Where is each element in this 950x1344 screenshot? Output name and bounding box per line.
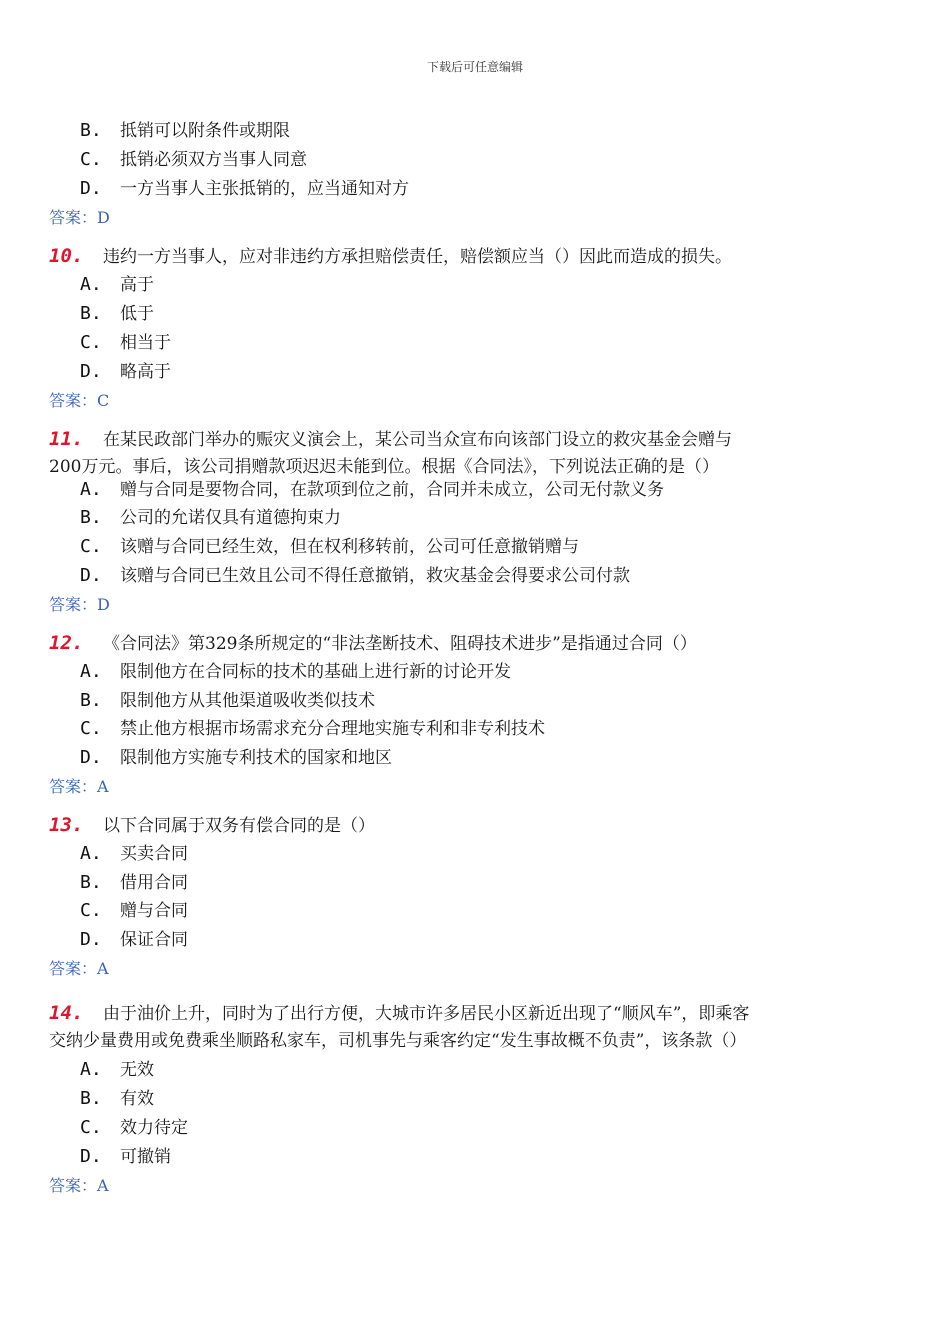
question-10 xyxy=(49,243,732,269)
question-number: 11. xyxy=(49,428,84,450)
option-letter: A. xyxy=(80,479,102,500)
option-d xyxy=(80,176,409,202)
question-11 xyxy=(49,426,732,452)
option-d xyxy=(80,359,171,385)
question-text: 以下合同属于双务有偿合同的是（） xyxy=(103,816,375,836)
option-letter: B. xyxy=(80,1088,102,1109)
question-text-continued: 交纳少量费用或免费乘坐顺路私家车，司机事先与乘客约定“发生事故概不负责”，该条款（） xyxy=(49,1031,747,1051)
answer: 答案：A xyxy=(49,777,109,796)
option-letter: C. xyxy=(80,900,102,921)
option-letter: B. xyxy=(80,690,102,711)
option-b xyxy=(80,688,375,714)
option-text: 有效 xyxy=(120,1089,154,1109)
option-a xyxy=(80,272,154,298)
option-text: 限制他方从其他渠道吸收类似技术 xyxy=(120,691,375,711)
page-header: 下载后可任意编辑 xyxy=(426,60,523,74)
option-text: 保证合同 xyxy=(120,930,188,950)
option-text: 限制他方实施专利技术的国家和地区 xyxy=(120,748,392,768)
question-text: 违约一方当事人，应对非违约方承担赔偿责任，赔偿额应当（）因此而造成的损失。 xyxy=(103,247,732,267)
option-d xyxy=(80,927,188,953)
option-c xyxy=(80,147,307,173)
option-letter: A. xyxy=(80,1059,102,1080)
question-number: 12. xyxy=(49,632,84,654)
answer: 答案：A xyxy=(49,959,109,978)
question-text-continued: 200万元。事后，该公司捐赠款项迟迟未能到位。根据《合同法》，下列说法正确的是（） xyxy=(49,457,719,477)
option-text: 禁止他方根据市场需求充分合理地实施专利和非专利技术 xyxy=(120,719,545,739)
option-text: 一方当事人主张抵销的，应当通知对方 xyxy=(120,179,409,199)
answer: 答案：C xyxy=(49,391,110,410)
option-d xyxy=(80,745,392,771)
option-b xyxy=(80,870,188,896)
option-b xyxy=(80,301,154,327)
option-d xyxy=(80,563,630,589)
option-letter: C. xyxy=(80,149,102,170)
option-text: 借用合同 xyxy=(120,873,188,893)
option-letter: B. xyxy=(80,507,102,528)
option-text: 公司的允诺仅具有道德拘束力 xyxy=(120,508,341,528)
question-text: 《合同法》第329条所规定的“非法垄断技术、阻碍技术进步”是指通过合同（） xyxy=(103,634,697,654)
option-letter: D. xyxy=(80,747,102,768)
option-b xyxy=(80,1086,154,1112)
option-a xyxy=(80,1057,154,1083)
option-text: 相当于 xyxy=(120,333,171,353)
option-c xyxy=(80,898,188,924)
option-letter: D. xyxy=(80,361,102,382)
option-letter: B. xyxy=(80,303,102,324)
answer: 答案：A xyxy=(49,1176,109,1195)
option-text: 赠与合同 xyxy=(120,901,188,921)
option-letter: C. xyxy=(80,718,102,739)
option-letter: A. xyxy=(80,661,102,682)
option-c xyxy=(80,534,579,560)
option-letter: D. xyxy=(80,178,102,199)
question-13 xyxy=(49,812,375,838)
option-letter: C. xyxy=(80,332,102,353)
option-text: 抵销必须双方当事人同意 xyxy=(120,150,307,170)
option-text: 该赠与合同已生效且公司不得任意撤销，救灾基金会得要求公司付款 xyxy=(120,566,630,586)
option-text: 限制他方在合同标的技术的基础上进行新的讨论开发 xyxy=(120,662,511,682)
question-number: 13. xyxy=(49,814,84,836)
question-number: 14. xyxy=(49,1002,84,1024)
option-text: 低于 xyxy=(120,304,154,324)
option-letter: B. xyxy=(80,120,102,141)
option-letter: A. xyxy=(80,274,102,295)
option-c xyxy=(80,1115,188,1141)
option-text: 可撤销 xyxy=(120,1147,171,1167)
option-text: 买卖合同 xyxy=(120,844,188,864)
option-letter: D. xyxy=(80,1146,102,1167)
option-a xyxy=(80,659,511,685)
question-12 xyxy=(49,630,697,656)
option-text: 无效 xyxy=(120,1060,154,1080)
option-text: 赠与合同是要物合同，在款项到位之前，合同并未成立，公司无付款义务 xyxy=(120,480,664,500)
option-text: 该赠与合同已经生效，但在权利移转前，公司可任意撤销赠与 xyxy=(120,537,579,557)
option-d xyxy=(80,1144,171,1170)
option-b xyxy=(80,118,290,144)
option-text: 略高于 xyxy=(120,362,171,382)
option-b xyxy=(80,505,341,531)
option-a xyxy=(80,841,188,867)
option-letter: C. xyxy=(80,1117,102,1138)
option-letter: D. xyxy=(80,565,102,586)
option-letter: D. xyxy=(80,929,102,950)
question-text: 由于油价上升，同时为了出行方便，大城市许多居民小区新近出现了“顺风车”，即乘客 xyxy=(103,1004,750,1024)
question-14 xyxy=(49,1000,749,1026)
option-a xyxy=(80,477,664,503)
option-c xyxy=(80,330,171,356)
option-text: 抵销可以附条件或期限 xyxy=(120,121,290,141)
question-text: 在某民政部门举办的赈灾义演会上，某公司当众宣布向该部门设立的救灾基金会赠与 xyxy=(103,430,732,450)
option-letter: A. xyxy=(80,843,102,864)
option-text: 效力待定 xyxy=(120,1118,188,1138)
answer: 答案：D xyxy=(49,595,110,614)
option-text: 高于 xyxy=(120,275,154,295)
answer: 答案：D xyxy=(49,208,110,227)
option-letter: C. xyxy=(80,536,102,557)
option-c xyxy=(80,716,545,742)
question-number: 10. xyxy=(49,245,84,267)
option-letter: B. xyxy=(80,872,102,893)
